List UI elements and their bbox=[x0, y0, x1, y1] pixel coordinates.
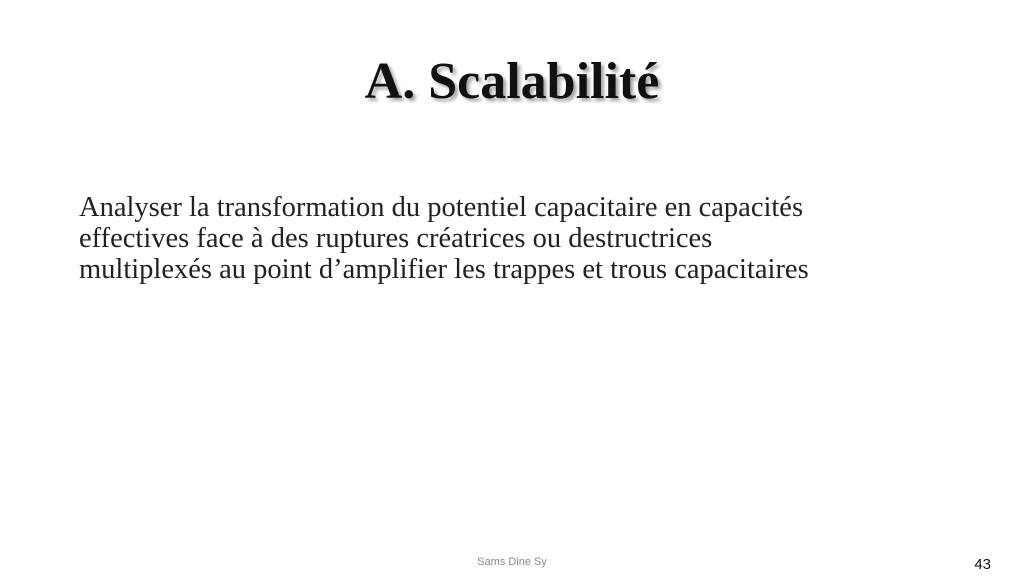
footer-author: Sams Dine Sy bbox=[477, 556, 547, 568]
slide-title: A. Scalabilité bbox=[364, 53, 660, 110]
slide-number: 43 bbox=[974, 556, 991, 573]
body-line: effectives face à des ruptures créatrices ou destructrices bbox=[79, 223, 713, 254]
body-line: multiplexés au point d’amplifier les trappes et trous capacitaires bbox=[79, 254, 809, 285]
slide-body-text bbox=[79, 192, 979, 285]
body-line: Analyser la transformation du potentiel capacitaire en capacités bbox=[79, 192, 804, 223]
